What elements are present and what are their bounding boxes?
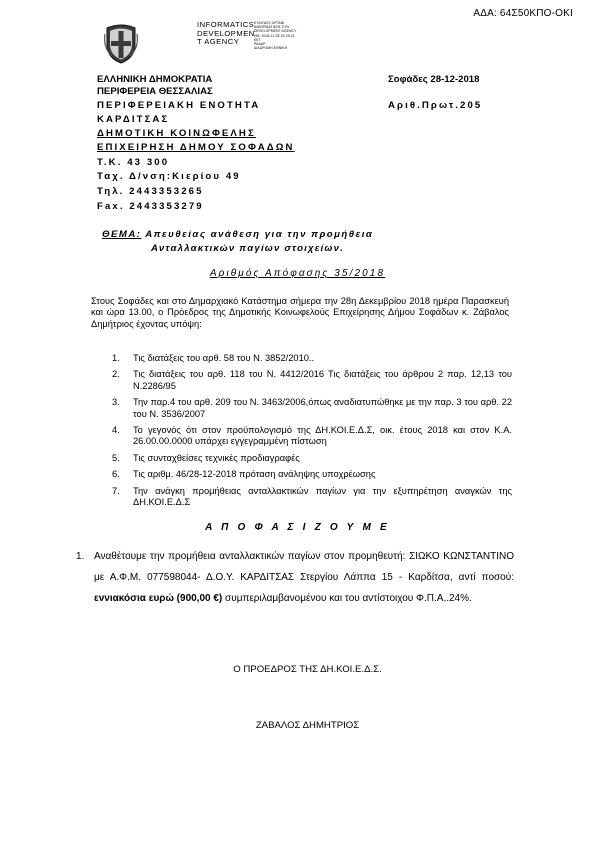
header-enterprise-line1: ΔΗΜΟΤΙΚΗ ΚΟΙΝΩΦΕΛΗΣ [97, 128, 256, 139]
list-item: 5. Τις συνταχθείσες τεχνικές προδιαγραφές [112, 452, 300, 463]
decision-amount: εννιακόσια ευρώ (900,00 €) [94, 593, 223, 604]
list-item: 6. Τις αριθμ. 46/28-12-2018 πρόταση ανάληψης υποχρέωσης [112, 469, 376, 480]
decision-number: Αριθμός Απόφασης 35/2018 [209, 268, 386, 279]
ada-code: ΑΔΑ: 64Σ50ΚΠΟ-ΟΚΙ [473, 8, 573, 19]
digital-signature-details: ΚΥΑΙΤΑΣΣ ΟΡΓΑΝΙ ΙΝΦΟΡΜΑΤΙΚΗΣ ΣΥΝ DEVELOPMENT AGENCY ΗΜ: 2018.12.28 15:25:21 ΕΕΤ ΡΑΔΑΡ ΔΙΑΔΡΟΜΗ ΕΘΝΙΚΗ [254, 21, 297, 51]
subject-text-2: Ανταλλακτικών παγίων στοιχείων. [151, 243, 345, 254]
header-postal-code: Τ.Κ. 43 300 [97, 157, 170, 168]
decision-text: Αναθέτουμε την προμήθεια ανταλλακτικών παγίων στον προμηθευτή: ΣΙΩΚΟ ΚΩΝΣΤΑΝΤΙΝΟ με Α.Φ.Μ. 077598044- Δ.Ο.Υ. ΚΑΡΔΙΤΣΑΣ Στεργίου Λάππα 15 - Καρδίτσα, αντί ποσού: εννιακόσια ευρώ (900,00 €) συμπεριλαμβανομένου και του αντίστοιχου Φ.Π.Α..24%. [94, 551, 514, 604]
header-address: Ταχ. Δ/νση:Κιερίου 49 [97, 171, 241, 182]
list-item: 1. Τις διατάξεις του αρθ. 58 του Ν. 3852/2010.. [112, 353, 315, 363]
informatics-development-agency-logo [197, 21, 337, 51]
decide-heading: Α Π Ο Φ Α Σ Ι Ζ Ο Υ Μ Ε [205, 522, 390, 533]
header-country: ΕΛΛΗΝΙΚΗ ΔΗΜΟΚΡΑΤΙΑ [97, 74, 213, 85]
signature-title: Ο ΠΡΟΕΔΡΟΣ ΤΗΣ ΔΗ.ΚΟΙ.Ε.Δ.Σ. [233, 664, 382, 675]
header-enterprise-line2: ΕΠΙΧΕΙΡΗΣΗ ΔΗΜΟΥ ΣΟΦΑΔΩΝ [97, 142, 295, 153]
subject-line [102, 229, 373, 240]
list-item: 7. Την ανάγκη προμήθειας ανταλλακτικών παγίων για την εξυπηρέτηση αναγκών της ΔΗ.ΚΟΙ.Ε.Δ.Σ [112, 485, 512, 508]
list-item: 3. Την παρ.4 του αρθ. 209 του Ν. 3463/2006,όπως αναδιατυπώθηκε με την παρ. 3 του αρθ. 22 του Ν. 3536/2007 [112, 397, 512, 419]
list-item: 2. Τις διατάξεις του αρθ. 118 του Ν. 4412/2016 Τις διατάξεις του άρθρου 2 παρ. 12,13 του Ν.2286/95 [112, 369, 512, 391]
decision-item [76, 546, 514, 609]
header-phone: Τηλ. 2443353265 [97, 186, 204, 197]
subject-text-1: Απευθείας ανάθεση για την προμήθεια [145, 229, 374, 240]
header-fax: Fax. 2443353279 [97, 201, 204, 212]
header-regional-unit: ΠΕΡΙΦΕΡΕΙΑΚΗ ΕΝΟΤΗΤΑ [97, 100, 261, 111]
signature-name: ΖΑΒΑΛΟΣ ΔΗΜΗΤΡΙΟΣ [255, 720, 360, 731]
document-date: Σοφάδες 28-12-2018 [388, 74, 480, 85]
agency-logo-text: INFORMATICS DEVELOPMEN T AGENCY [197, 20, 255, 46]
subject-label: ΘΕΜΑ: [102, 229, 142, 240]
header-prefecture: ΚΑΡΔΙΤΣΑΣ [97, 114, 170, 125]
considerations-list [112, 353, 512, 513]
decision-item-number: 1. [76, 551, 85, 562]
list-item: 4. Το γεγονός ότι στον προϋπολογισμό της ΔΗ.ΚΟΙ.Ε.Δ.Σ, οικ. έτους 2018 και στον Κ.Α. 26.00.00.0000 υπάρχει εγγεγραμμένη πίστωση [112, 425, 512, 447]
intro-paragraph: Στους Σοφάδες και στο Δημαρχιακό Κατάστημα σήμερα την 28η Δεκεμβρίου 2018 ημέρα Παρασκευή και ώρα 13.00, ο Πρόεδρος της Δημοτικής Κοινωφελούς Επιχείρησης Δήμου Σοφάδων κ. Ζάβαλος Δημήτριος έχοντας υπόψη: [91, 296, 509, 329]
header-region: ΠΕΡΙΦΕΡΕΙΑ ΘΕΣΣΑΛΙΑΣ [97, 86, 213, 97]
protocol-number: Αριθ.Πρωτ.205 [388, 100, 483, 111]
greek-coat-of-arms-icon [104, 22, 138, 64]
